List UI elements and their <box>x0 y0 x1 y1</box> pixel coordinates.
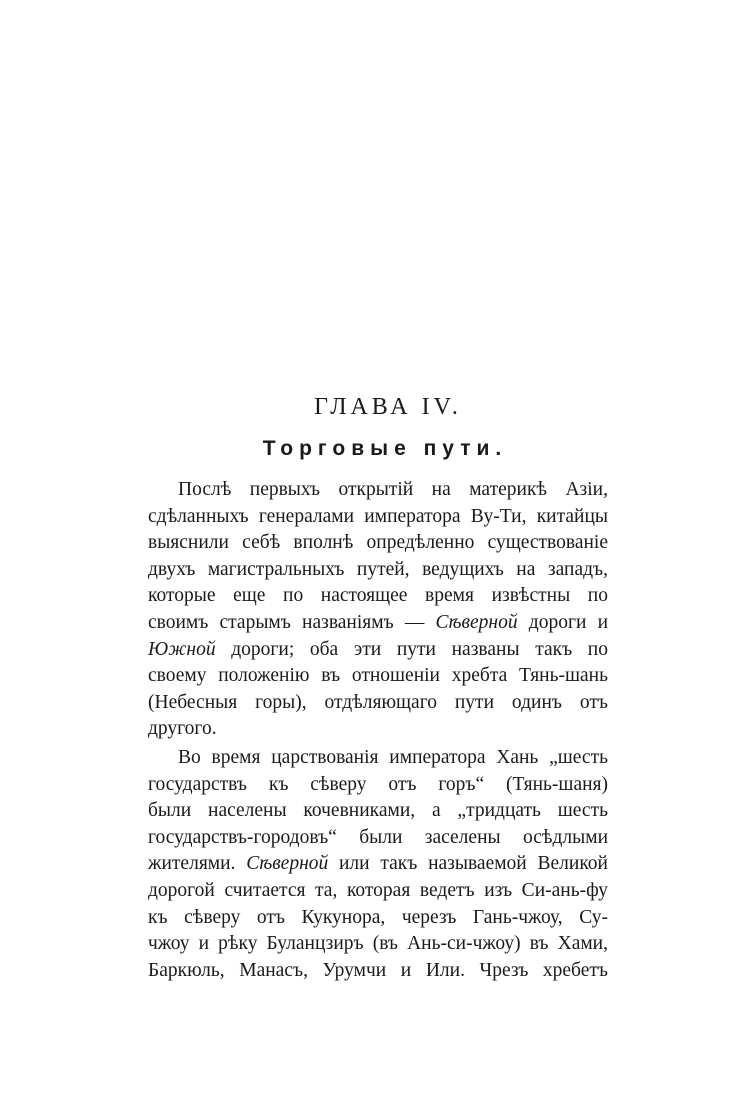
text-line: своему положенію въ отношеніи хребта Тянь-шань <box>148 665 608 687</box>
text-line: государствъ-городовъ“ были заселены осѣдлыми <box>148 826 608 848</box>
emphasis: Сѣверной <box>435 611 518 633</box>
book-page <box>148 0 608 1100</box>
text-line: чжоу и рѣку Буланцзиръ (въ Ань-си-чжоу) въ Хами, <box>148 933 608 955</box>
text-line: Во время царствованія императора Хань „шесть <box>178 746 608 768</box>
chapter-heading: ГЛАВА IV. <box>314 394 462 420</box>
text-line: другого. <box>148 718 217 740</box>
text-line: къ сѣверу отъ Кукунора, черезъ Гань-чжоу, Су- <box>148 906 608 928</box>
emphasis: Сѣверной <box>246 853 329 875</box>
text-line: которые еще по настоящее время извѣстны по <box>148 585 608 607</box>
text-line: Баркюль, Манасъ, Урумчи и Или. Чрезъ хребетъ <box>148 959 608 981</box>
emphasis: Южной <box>148 638 216 660</box>
text-line: двухъ магистральныхъ путей, ведущихъ на западъ, <box>148 558 608 580</box>
text-line: сдѣланныхъ генералами императора Ву-Ти, китайцы <box>148 505 608 527</box>
text-line: были населены кочевниками, а „тридцать шесть <box>148 800 608 822</box>
text-line: (Небесныя горы), отдѣляющаго пути одинъ отъ <box>148 691 608 713</box>
text-line: дорогой считается та, которая ведетъ изъ Си-ань-фу <box>148 879 608 901</box>
text-line: Послѣ первыхъ открытій на материкѣ Азіи, <box>178 479 608 500</box>
text-line: своимъ старымъ названіямъ — Сѣверной дороги и <box>148 611 609 633</box>
paragraph <box>148 745 608 984</box>
text-line: жителями. Сѣверной или такъ называемой Великой <box>148 853 608 875</box>
text-line: Южной дороги; оба эти пути названы такъ по <box>148 638 608 660</box>
text-line: выяснили себѣ вполнѣ опредѣленно существованіе <box>148 532 608 554</box>
body-text <box>148 477 608 984</box>
paragraph <box>148 477 608 743</box>
chapter-title: Торговые пути. <box>262 437 508 460</box>
text-line: государствъ къ сѣверу отъ горъ“ (Тянь-шаня) <box>148 773 608 795</box>
